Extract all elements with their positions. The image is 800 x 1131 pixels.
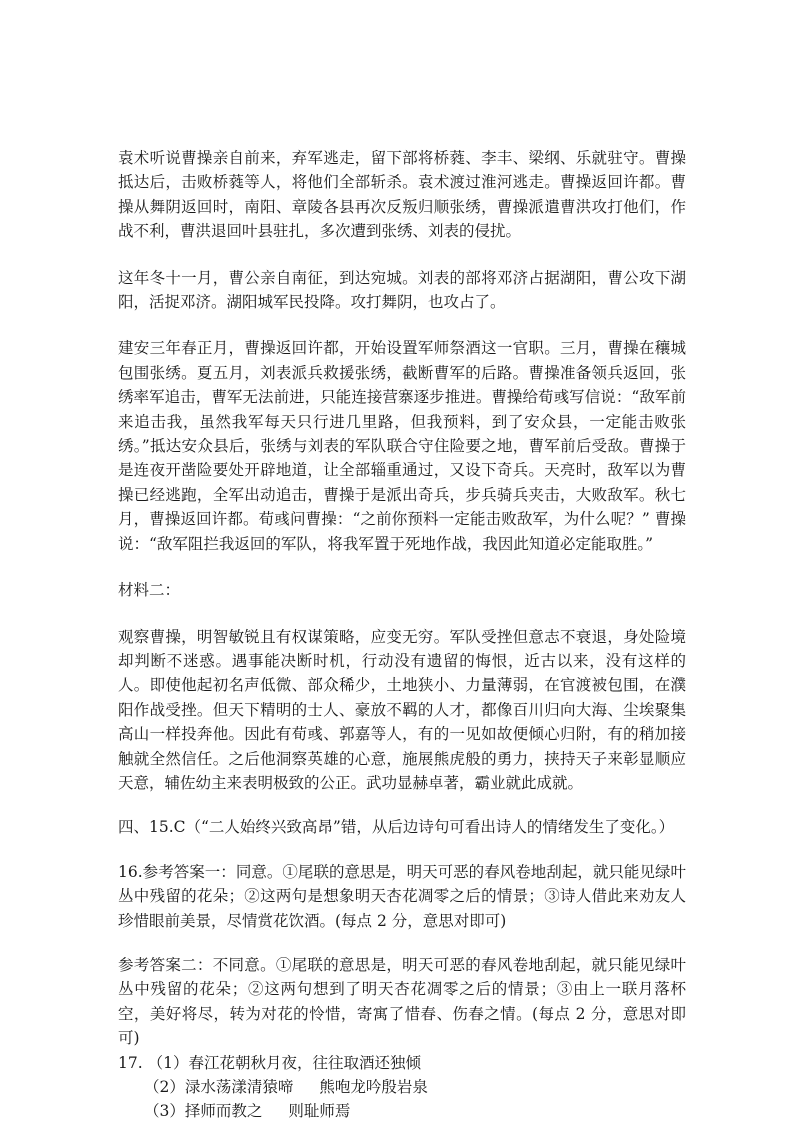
paragraph-winter-campaign: 这年冬十一月，曹公亲自南征，到达宛城。刘表的部将邓济占据湖阳，曹公攻下湖阳，活捉邓济。湖阳城军民投降。攻打舞阴，也攻占了。 <box>118 268 686 312</box>
paragraph-yuan-shu-flees: 袁术听说曹操亲自前来，弃军逃走，留下部将桥蕤、李丰、梁纲、乐就驻守。曹操抵达后，击败桥蕤等人，将他们全部斩杀。袁术渡过淮河逃走。曹操返回许都。曹操从舞阴返回时，南阳、章陵各县再次反叛归顺张绣，曹操派遣曹洪攻打他们，作战不利，曹洪退回叶县驻扎，多次遭到张绣、刘表的侵扰。 <box>118 149 686 241</box>
answer-17-line-2 <box>118 1075 686 1099</box>
answer-17-line-3 <box>118 1099 686 1123</box>
answer-16-option-two: 参考答案二：不同意。①尾联的意思是，明天可恶的春风卷地刮起，就只能见绿叶丛中残留的花朵；②这两句想到了明天杏花凋零之后的情景；③由上一联月落杯空，美好将尽，转为对花的怜惜，寄寓了惜春、伤春之情。(每点 2 分，意思对即可) <box>118 955 686 1048</box>
document-page <box>118 146 686 1123</box>
answer-17-3-first: （3）择师而教之 <box>144 1101 263 1120</box>
material-two-label: 材料二： <box>118 581 181 600</box>
paragraph-jian-an-third-year: 建安三年春正月，曹操返回许都，开始设置军师祭酒这一官职。三月，曹操在穰城包围张绣。夏五月，刘表派兵救援张绣，截断曹军的后路。曹操准备领兵返回，张绣率军追击，曹军无法前进，只能连接营寨逐步推进。曹操给荀彧写信说：“敌军前来追击我，虽然我军每天只行进几里路，但我预料，到了安众县，一定能击败张绣。”抵达安众县后，张绣与刘表的军队联合守住险要之地，曹军前后受敌。曹操于是连夜开凿险要处开辟地道，让全部辎重通过，又设下奇兵。天亮时，敌军以为曹操已经逃跑，全军出动追击，曹操于是派出奇兵，步兵骑兵夹击，大败敌军。秋七月，曹操返回许都。荀彧问曹操：“之前你预料一定能击败敌军，为什么呢？” 曹操说：“敌军阻拦我返回的军队，将我军置于死地作战，我因此知道必定能取胜。” <box>118 339 686 553</box>
answer-17-2-second: 熊咆龙吟殷岩泉 <box>319 1077 428 1096</box>
answer-17-3-second: 则耻师焉 <box>288 1101 351 1120</box>
answer-17-2-first: （2）渌水荡漾清猿啼 <box>144 1077 294 1096</box>
paragraph-material-two: 观察曹操，明智敏锐且有权谋策略，应变无穷。军队受挫但意志不衰退，身处险境却判断不迷惑。遇事能决断时机，行动没有遗留的悔恨，近古以来，没有这样的人。即使他起初名声低微、部众稀少，土地狭小、力量薄弱，在官渡被包围，在濮阳作战受挫。但天下精明的士人、豪放不羁的人才，都像百川归向大海、尘埃聚集高山一样投奔他。因此有荀彧、郭嘉等人，有的一见如故便倾心归附，有的稍加接触就全然信任。之后他洞察英雄的心意，施展熊虎般的勇力，挟持天子来彰显顺应天意，辅佐幼主来表明极致的公正。武功显赫卓著，霸业就此成就。 <box>118 627 686 792</box>
answer-15: 四、15.C（“二人始终兴致高昂”错，从后边诗句可看出诗人的情绪发生了变化。） <box>118 818 675 837</box>
answer-17-line-1: 17. （1）春江花朝秋月夜，往往取酒还独倾 <box>118 1053 421 1072</box>
answer-16-option-one: 16.参考答案一：同意。①尾联的意思是，明天可恶的春风卷地刮起，就只能见绿叶丛中残留的花朵；②这两句是想象明天杏花凋零之后的情景；③诗人借此来劝友人珍惜眼前美景，尽情赏花饮酒。(每点 2 分，意思对即可) <box>118 862 686 930</box>
